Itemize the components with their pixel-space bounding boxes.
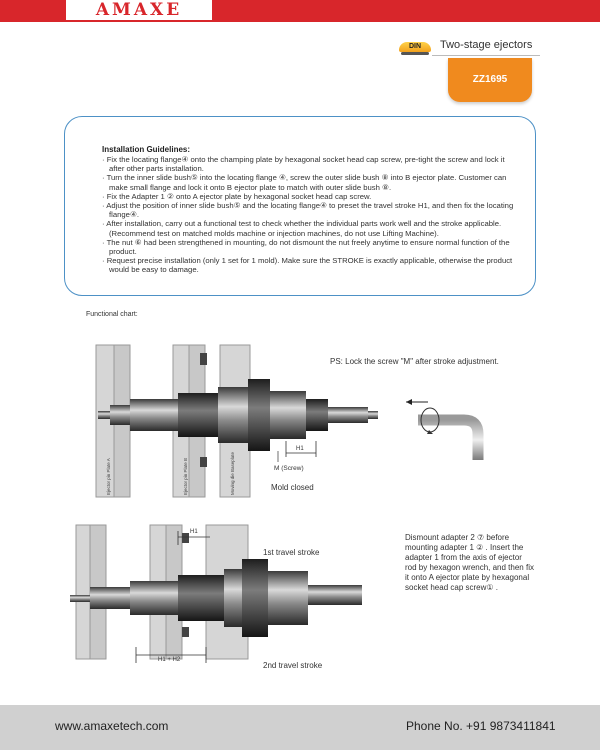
ps-note: PS: Lock the screw "M" after stroke adjustment. xyxy=(330,357,499,366)
plate-a-label: Ejector pin Plate A xyxy=(106,458,111,495)
title-divider xyxy=(432,55,540,56)
guidelines-list xyxy=(102,155,522,275)
first-travel-stroke-label: 1st travel stroke xyxy=(263,548,320,557)
guideline-item: · The nut ⑥ had been strengthened in mounting, do not dismount the nut freely anytime to ensure normal function of the product. xyxy=(102,238,522,256)
hex-wrench-icon xyxy=(402,392,492,462)
h1-dimension-stroke: H1 xyxy=(190,529,198,535)
phone-number: Phone No. +91 9873411841 xyxy=(406,719,556,733)
guideline-item: · Adjust the position of inner slide bush⑤ and the locating flange④ to preset the travel stroke H1, and then fix the locating flange④. xyxy=(102,201,522,219)
travel-stroke-drawing xyxy=(70,515,380,670)
second-travel-stroke-label: 2nd travel stroke xyxy=(263,661,323,670)
h1-dimension: H1 xyxy=(296,446,304,452)
m-screw-label: M (Screw) xyxy=(274,465,304,472)
mold-closed-label: Mold closed xyxy=(271,483,314,492)
plate-b-label: Ejector pin Plate B xyxy=(183,457,188,495)
din-badge xyxy=(399,42,431,56)
guidelines-heading: Installation Guidelines: xyxy=(102,145,191,154)
amaxe-logo: AMAXE xyxy=(66,0,212,20)
guideline-item: · Turn the inner slide bush⑤ into the locating flange ④, screw the outer slide bush ⑧ into B ejector plate. Customer can make small flange and lock it onto B ejector plate to match with outer slide bush ⑧. xyxy=(102,173,522,191)
dismount-note: Dismount adapter 2 ⑦ before mounting adapter 1 ② . Insert the adapter 1 from the axis of ejector rod by hexagon wrench, and then fix it onto A ejector plate by hexagonal socket head cap screw① . xyxy=(405,533,534,592)
moving-plate-label: Moving die Baseplate xyxy=(230,451,235,495)
product-code-tab: ZZ1695 xyxy=(448,58,532,102)
product-title: Two-stage ejectors xyxy=(440,39,533,51)
guideline-item: · Fix the locating flange④ onto the champing plate by hexagonal socket head cap screw, pre-tight the screw and lock it after other parts installation. xyxy=(102,155,522,173)
guideline-item: · Fix the Adapter 1 ② onto A ejector plate by hexagonal socket head cap screw. xyxy=(102,192,522,201)
h1-h2-dimension: H1 + H2 xyxy=(158,657,181,663)
guideline-item: · Request precise installation (only 1 set for 1 mold). Make sure the STROKE is exactly applicable, otherwise the product would be easy to damage. xyxy=(102,256,522,274)
guideline-item: · After installation, carry out a functional test to check whether the individual parts work well and the stroke applicable. (Recommend test on matched molds machine or injection machines, do not use Lifting Machine). xyxy=(102,219,522,237)
website-link[interactable]: www.amaxetech.com xyxy=(55,719,169,733)
din-badge-label: DIN xyxy=(408,43,422,50)
functional-chart-label: Functional chart: xyxy=(86,311,138,318)
